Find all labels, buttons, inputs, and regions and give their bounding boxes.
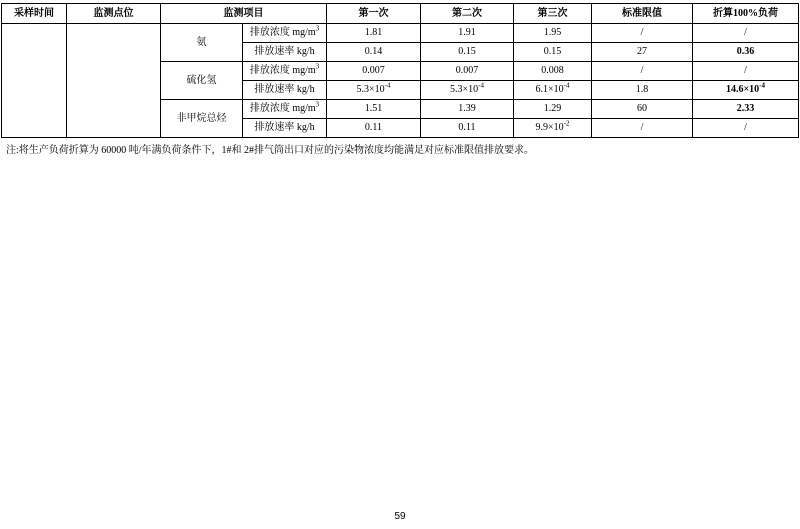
- value-second: 0.007: [421, 62, 514, 81]
- value-limit: 1.8: [592, 81, 693, 100]
- value-third: 1.29: [514, 100, 592, 119]
- value-limit: /: [592, 24, 693, 43]
- value-first: 0.14: [327, 43, 421, 62]
- item-label: 排放浓度 mg/m: [249, 27, 316, 38]
- value-limit: 27: [592, 43, 693, 62]
- item-cell: [243, 81, 327, 100]
- item-cell: [243, 43, 327, 62]
- value-limit: 60: [592, 100, 693, 119]
- header-monitoring-item: 监测项目: [161, 4, 327, 24]
- table-header-row: [2, 4, 799, 24]
- item-sup: 3: [315, 62, 320, 71]
- page-number: 59: [394, 511, 406, 522]
- item-cell: [243, 62, 327, 81]
- value-converted: 2.33: [693, 100, 799, 119]
- value-third: 1.95: [514, 24, 592, 43]
- value-converted: /: [693, 119, 799, 138]
- item-cell: [243, 100, 327, 119]
- value-converted: $14.6\times 10^{-4}$: [693, 81, 799, 100]
- table-row: [2, 24, 799, 43]
- exponent: -2: [563, 119, 570, 128]
- value-first: 0.11: [327, 119, 421, 138]
- item-sup: 3: [315, 100, 320, 109]
- header-standard-limit: 标准限值: [592, 4, 693, 24]
- item-label: 排放速率 kg/h: [254, 122, 315, 133]
- value-second: 1.91: [421, 24, 514, 43]
- value-second: 1.39: [421, 100, 514, 119]
- pollutant-name: 非甲烷总烃: [161, 100, 243, 138]
- item-cell: [243, 24, 327, 43]
- item-label: 排放速率 kg/h: [254, 46, 315, 57]
- item-sup: 3: [315, 24, 320, 33]
- item-cell: [243, 119, 327, 138]
- value-converted: /: [693, 24, 799, 43]
- pollutant-name: 硫化氢: [161, 62, 243, 100]
- item-label: 排放浓度 mg/m: [249, 103, 316, 114]
- item-label: 排放浓度 mg/m: [249, 65, 316, 76]
- item-label: 排放速率 kg/h: [254, 84, 315, 95]
- value-limit: /: [592, 119, 693, 138]
- value-third: $9.9\times 10^{-2}$: [514, 119, 592, 138]
- value-third: 0.008: [514, 62, 592, 81]
- exponent: -4: [759, 81, 766, 90]
- header-first: 第一次: [327, 4, 421, 24]
- exponent: -4: [563, 81, 570, 90]
- value-first: $5.3\times 10^{-4}$: [327, 81, 421, 100]
- monitoring-point-cell: [67, 24, 161, 138]
- value-converted: 0.36: [693, 43, 799, 62]
- exponent: -4: [478, 81, 484, 90]
- monitoring-results-table: [1, 3, 799, 138]
- header-converted-full-load: 折算100%负荷: [693, 4, 799, 24]
- header-second: 第二次: [421, 4, 514, 24]
- value-converted: /: [693, 62, 799, 81]
- header-sampling-time: 采样时间: [2, 4, 67, 24]
- value-limit: /: [592, 62, 693, 81]
- header-monitoring-point: 监测点位: [67, 4, 161, 24]
- value-first: 1.81: [327, 24, 421, 43]
- value-first: 1.51: [327, 100, 421, 119]
- value-second: $5.3\times 10^{-4}$: [421, 81, 514, 100]
- table-footnote: 注:将生产负荷折算为 60000 吨/年满负荷条件下，1#和 2#排气筒出口对应的污染物浓度均能满足对应标准限值排放要求。: [6, 145, 535, 156]
- exponent: -4: [384, 81, 391, 90]
- value-third: $6.1\times 10^{-4}$: [514, 81, 592, 100]
- value-second: 0.11: [421, 119, 514, 138]
- value-first: 0.007: [327, 62, 421, 81]
- sampling-time-cell: [2, 24, 67, 138]
- pollutant-name: 氨: [161, 24, 243, 62]
- value-third: 0.15: [514, 43, 592, 62]
- header-third: 第三次: [514, 4, 592, 24]
- value-second: 0.15: [421, 43, 514, 62]
